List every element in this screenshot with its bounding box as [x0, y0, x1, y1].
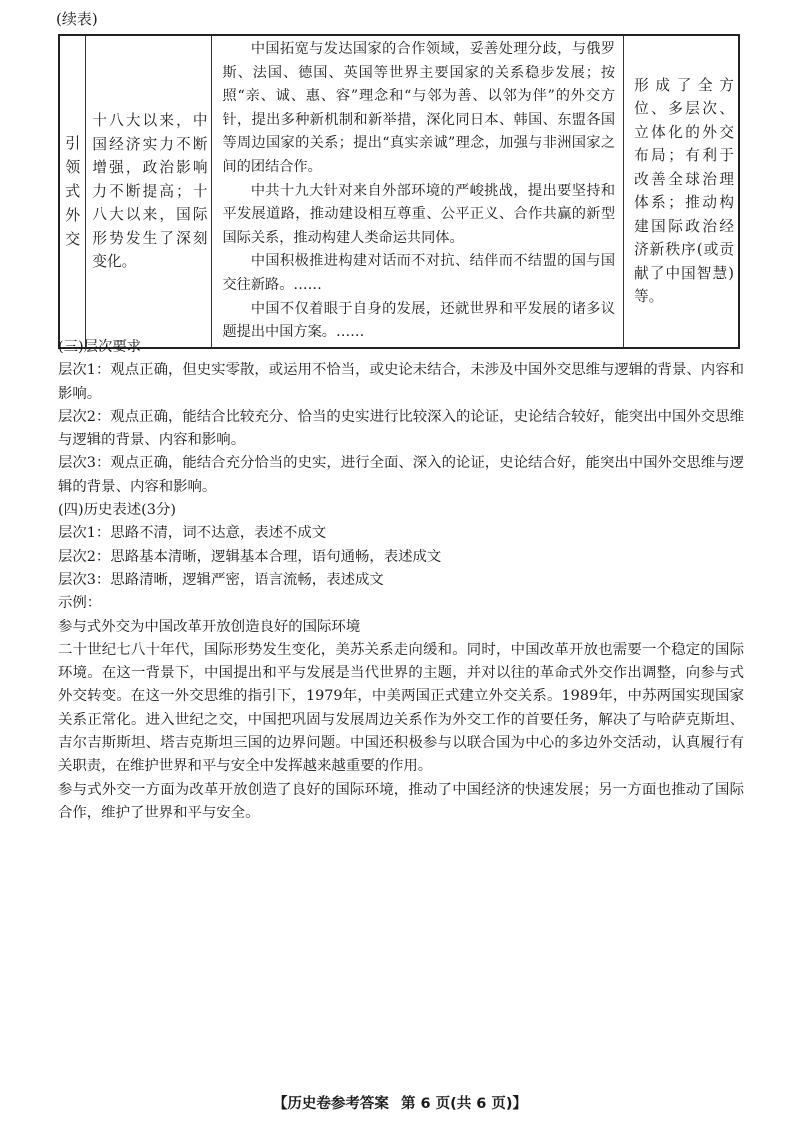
level-item: 层次2：观点正确，能结合比较充分、恰当的史实进行比较深入的论证，史论结合较好，能突出中国外交思维与逻辑的背景、内容和影响。	[58, 408, 744, 449]
levels-heading: (三)层次要求	[58, 339, 142, 355]
type-char: 引	[65, 134, 81, 153]
continued-table-label: (续表)	[56, 10, 98, 28]
expression-heading: (四)历史表述(3分)	[58, 502, 176, 519]
diplomacy-table	[58, 34, 740, 349]
footer-title: 【历史卷参考答案	[272, 1096, 389, 1112]
content-paragraph: 中国拓宽与发达国家的合作领域，妥善处理分歧，与俄罗斯、法国、德国、英国等世界主要国家的关系稳步发展；按照“亲、诚、惠、容”理念和“与邻为善、以邻为伴”的外交方针，提出多种新机制和新举措，深化同日本、韩国、东盟各国等周边国家的关系；提出“真实亲诚”理念，加强与非洲国家之间的团结合作。	[222, 41, 616, 175]
content-paragraph: 中国不仅着眼于自身的发展，还就世界和平发展的诸多议题提出中国方案。……	[222, 300, 616, 341]
page-footer	[0, 1092, 800, 1113]
type-char: 领	[65, 158, 81, 177]
example-label: 示例：	[58, 595, 102, 612]
type-char: 交	[65, 230, 81, 249]
impact-cell: 形成了全方位、多层次、立体化的外交布局；有利于改善全球治理体系；推动构建国际政治经济新秩序(或贡献了中国智慧)等。	[624, 35, 739, 348]
diplomacy-type-cell	[59, 35, 86, 348]
level-item: 层次3：观点正确，能结合充分恰当的史实，进行全面、深入的论证，史论结合好，能突出中国外交思维与逻辑的背景、内容和影响。	[58, 455, 744, 495]
content-paragraph: 中国积极推进构建对话而不对抗、结伴而不结盟的国与国交往新路。……	[222, 253, 616, 293]
expression-item: 层次1：思路不清，词不达意，表述不成文	[58, 525, 327, 542]
type-char: 外	[65, 206, 81, 225]
content-paragraph: 中共十九大针对来自外部环境的严峻挑战，提出要坚持和平发展道路，推动建设相互尊重、公平正义、合作共赢的新型国际关系，推动构建人类命运共同体。	[222, 182, 616, 246]
type-char: 式	[65, 182, 81, 201]
example-paragraph: 参与式外交一方面为改革开放创造了良好的国际环境，推动了中国经济的快速发展；另一方面也推动了国际合作，维护了世界和平与安全。	[58, 781, 744, 821]
expression-item: 层次3：思路清晰，逻辑严密，语言流畅，表述成文	[58, 571, 384, 588]
example-paragraph: 二十世纪七八十年代，国际形势发生变化，美苏关系走向缓和。同时，中国改革开放也需要一个稳定的国际环境。在这一背景下，中国提出和平与发展是当代世界的主题，并对以往的革命式外交作出调整，向参与式外交转变。在这一外交思维的指引下，1979年，中美两国正式建立外交关系。1989年，中苏两国实现国家关系正常化。进入世纪之交，中国把巩固与发展周边关系作为外交工作的首要任务，解决了与哈萨克斯坦、吉尔吉斯斯坦、塔吉克斯坦三国的边界问题。中国还积极参与以联合国为中心的多边外交活动，认真履行有关职责，在维护世界和平与安全中发挥越来越重要的作用。	[58, 641, 744, 775]
content-cell	[212, 35, 624, 348]
answer-body	[58, 336, 744, 825]
table-row	[59, 35, 739, 348]
footer-page-number: 第 6 页(共 6 页)】	[400, 1096, 528, 1112]
background-cell: 十八大以来，中国经济实力不断增强，政治影响力不断提高；十八大以来，国际形势发生了深刻变化。	[86, 35, 212, 348]
level-item: 层次1：观点正确，但史实零散，或运用不恰当，或史论未结合，未涉及中国外交思维与逻辑的背景、内容和影响。	[58, 362, 744, 402]
expression-item: 层次2：思路基本清晰，逻辑基本合理，语句通畅，表述成文	[58, 548, 442, 565]
example-title: 参与式外交为中国改革开放创造良好的国际环境	[58, 618, 361, 635]
